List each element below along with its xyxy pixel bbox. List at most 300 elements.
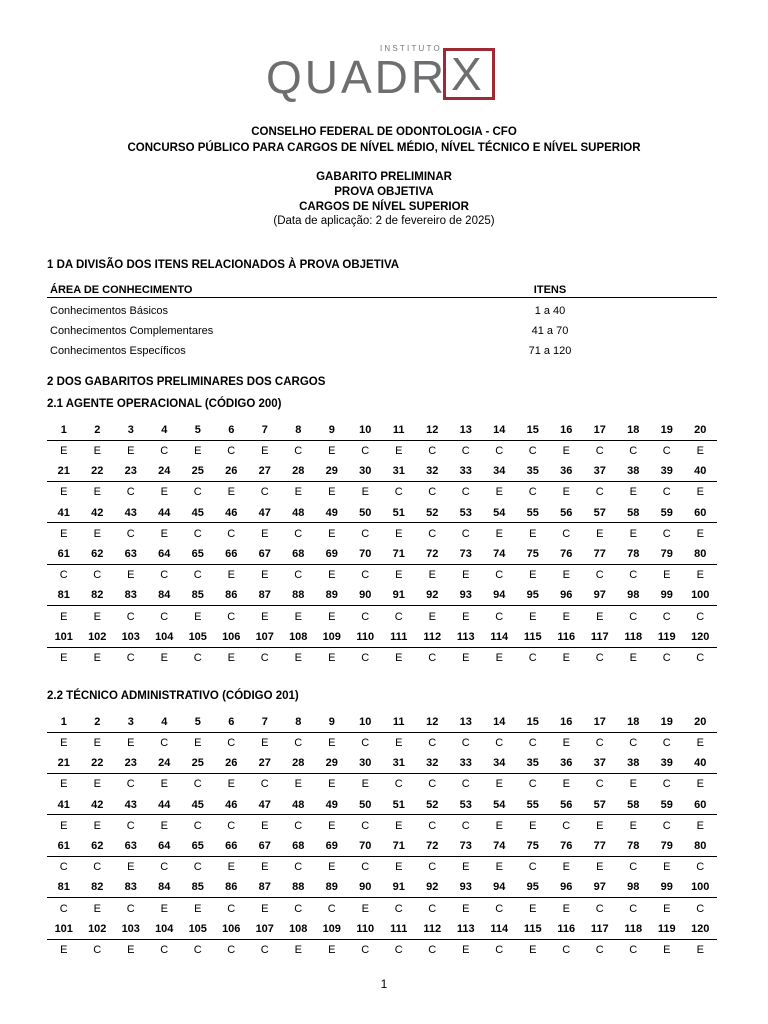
answer-cell: C [595, 902, 604, 915]
answer-cell: C [361, 651, 370, 664]
answer-cell: E [93, 651, 101, 664]
question-number: 26 [225, 757, 238, 770]
question-number: 89 [325, 589, 338, 602]
answer-cell: E [529, 902, 537, 915]
question-number: 49 [325, 506, 338, 519]
question-number: 31 [392, 465, 405, 478]
question-number: 95 [526, 881, 539, 894]
answer-cell: E [328, 778, 336, 791]
question-number: 28 [292, 465, 305, 478]
answer-cell: E [261, 861, 269, 874]
question-number: 67 [258, 547, 271, 560]
answer-cell: E [261, 737, 269, 750]
question-number: 1 [60, 715, 67, 728]
answer-cell: E [696, 569, 704, 582]
question-number: 87 [258, 589, 271, 602]
question-number: 73 [459, 839, 472, 852]
answer-cell: C [528, 445, 537, 458]
answer-cell: E [93, 778, 101, 791]
answer-cell: E [60, 651, 68, 664]
question-number-row [47, 712, 717, 733]
question-number: 69 [325, 547, 338, 560]
cargo-title: 2.1 AGENTE OPERACIONAL (CÓDIGO 200) [47, 398, 282, 410]
question-number: 54 [493, 506, 506, 519]
answer-cell: C [428, 819, 437, 832]
question-number: 1 [60, 423, 67, 436]
question-number: 4 [161, 423, 168, 436]
question-number: 13 [459, 423, 472, 436]
section2-title: 2 DOS GABARITOS PRELIMINARES DOS CARGOS [47, 376, 326, 388]
answer-cell: E [160, 819, 168, 832]
answer-cell: E [562, 778, 570, 791]
answer-cell: C [461, 778, 470, 791]
answer-cell: C [160, 610, 169, 623]
answer-cell: C [227, 610, 236, 623]
answer-cell: C [461, 486, 470, 499]
answer-row [47, 733, 717, 754]
answer-cell: E [60, 819, 68, 832]
answer-cell: E [227, 569, 235, 582]
question-number: 48 [292, 506, 305, 519]
question-number: 72 [426, 839, 439, 852]
answer-cell: E [395, 651, 403, 664]
answer-cell: C [528, 778, 537, 791]
question-number: 62 [91, 839, 104, 852]
logo-x-letter: X [451, 48, 482, 100]
question-number: 46 [225, 506, 238, 519]
question-number: 100 [691, 881, 710, 894]
answer-cell: C [126, 902, 135, 915]
answer-cell: E [462, 902, 470, 915]
table-row [47, 341, 717, 361]
question-number: 51 [392, 798, 405, 811]
quadrix-logo [262, 44, 504, 106]
question-number: 65 [191, 547, 204, 560]
question-number: 119 [657, 922, 676, 935]
area-header: ÁREA DE CONHECIMENTO [50, 284, 193, 296]
answer-cell: E [663, 902, 671, 915]
answer-cell: C [294, 902, 303, 915]
question-number: 55 [526, 798, 539, 811]
question-number: 55 [526, 506, 539, 519]
question-number: 107 [255, 922, 274, 935]
area-items: 41 a 70 [531, 325, 569, 337]
answer-cell: E [495, 778, 503, 791]
answer-cell: C [394, 486, 403, 499]
answer-cell: C [59, 569, 68, 582]
question-number: 99 [660, 881, 673, 894]
question-number: 14 [493, 715, 506, 728]
answer-cell: E [395, 819, 403, 832]
answer-cell: C [160, 569, 169, 582]
area-items: 1 a 40 [534, 305, 566, 317]
answer-cell: C [193, 527, 202, 540]
question-number: 73 [459, 547, 472, 560]
question-number: 61 [57, 547, 70, 560]
question-number: 5 [194, 715, 201, 728]
answer-cell: C [361, 527, 370, 540]
answer-cell: E [227, 651, 235, 664]
question-number: 101 [54, 922, 73, 935]
question-number: 102 [88, 922, 107, 935]
answer-row [47, 898, 717, 919]
question-number: 107 [255, 630, 274, 643]
answer-cell: C [294, 819, 303, 832]
question-number: 52 [426, 506, 439, 519]
answer-cell: E [60, 527, 68, 540]
answer-cell: E [328, 445, 336, 458]
answer-cell: E [596, 610, 604, 623]
answer-cell: E [529, 569, 537, 582]
question-number: 10 [359, 715, 372, 728]
question-number: 38 [627, 757, 640, 770]
answer-cell: C [93, 943, 102, 956]
answer-cell: C [93, 569, 102, 582]
answer-cell: C [227, 737, 236, 750]
question-number: 117 [590, 922, 609, 935]
answer-cell: C [260, 943, 269, 956]
answer-cell: E [562, 902, 570, 915]
question-number: 92 [426, 881, 439, 894]
answer-cell: E [361, 778, 369, 791]
answer-cell: C [93, 861, 102, 874]
question-number: 11 [392, 715, 405, 728]
question-number: 3 [127, 423, 134, 436]
question-number: 77 [593, 547, 606, 560]
answer-cell: E [261, 527, 269, 540]
answer-cell: C [260, 778, 269, 791]
question-number: 7 [261, 423, 268, 436]
answer-cell: E [194, 902, 202, 915]
answer-cell: C [595, 943, 604, 956]
answer-cell: C [662, 651, 671, 664]
answer-cell: C [562, 819, 571, 832]
answer-cell: E [93, 610, 101, 623]
question-number: 106 [222, 922, 241, 935]
question-number: 79 [660, 547, 673, 560]
question-number: 7 [261, 715, 268, 728]
question-number: 81 [57, 589, 70, 602]
question-number: 52 [426, 798, 439, 811]
question-number: 40 [694, 757, 707, 770]
question-number: 66 [225, 839, 238, 852]
answer-row [47, 565, 717, 586]
answer-cell: E [60, 737, 68, 750]
question-number: 41 [57, 506, 70, 519]
answer-cell: E [261, 902, 269, 915]
answer-row [47, 940, 717, 961]
answer-cell: C [696, 861, 705, 874]
answer-cell: C [428, 861, 437, 874]
answer-cell: C [662, 737, 671, 750]
answer-cell: E [629, 527, 637, 540]
answer-cell: C [528, 486, 537, 499]
question-number: 110 [356, 922, 375, 935]
answer-cell: C [461, 737, 470, 750]
answer-cell: E [629, 778, 637, 791]
answer-cell: C [495, 902, 504, 915]
answer-row [47, 606, 717, 627]
answer-cell: E [562, 651, 570, 664]
answer-cell: E [261, 819, 269, 832]
question-number: 85 [191, 881, 204, 894]
question-number: 9 [328, 715, 335, 728]
application-date: (Data de aplicação: 2 de fevereiro de 2025) [273, 215, 495, 227]
question-number: 23 [124, 757, 137, 770]
answer-cell: C [294, 527, 303, 540]
answer-cell: C [126, 651, 135, 664]
answer-cell: E [562, 569, 570, 582]
question-number: 57 [593, 798, 606, 811]
answer-cell: E [361, 902, 369, 915]
question-number: 34 [493, 757, 506, 770]
answer-row [47, 441, 717, 462]
answer-cell: C [394, 902, 403, 915]
question-number: 97 [593, 881, 606, 894]
question-number: 76 [560, 547, 573, 560]
answer-cell: C [59, 902, 68, 915]
question-number: 119 [657, 630, 676, 643]
answer-cell: E [93, 486, 101, 499]
answer-cell: C [126, 486, 135, 499]
answer-cell: C [193, 819, 202, 832]
answer-cell: C [160, 861, 169, 874]
area-table [47, 283, 717, 361]
answer-cell: E [529, 943, 537, 956]
question-number: 37 [593, 465, 606, 478]
answer-cell: E [328, 486, 336, 499]
question-number: 8 [295, 423, 302, 436]
answer-cell: C [696, 651, 705, 664]
answer-cell: E [127, 569, 135, 582]
answer-cell: C [428, 527, 437, 540]
question-number: 116 [557, 922, 576, 935]
answer-cell: E [294, 778, 302, 791]
question-number-row [47, 795, 717, 816]
question-number: 30 [359, 757, 372, 770]
question-number: 43 [124, 798, 137, 811]
question-number: 64 [158, 547, 171, 560]
answer-cell: E [328, 819, 336, 832]
answer-cell: C [528, 737, 537, 750]
question-number: 60 [694, 506, 707, 519]
question-number: 71 [392, 547, 405, 560]
answer-cell: C [528, 651, 537, 664]
question-number: 44 [158, 798, 171, 811]
answer-cell: C [428, 445, 437, 458]
answer-cell: E [562, 737, 570, 750]
question-number: 109 [322, 922, 341, 935]
question-number: 39 [660, 465, 673, 478]
question-number: 110 [356, 630, 375, 643]
answer-cell: E [462, 943, 470, 956]
answer-cell: C [562, 527, 571, 540]
answer-row [47, 482, 717, 503]
answer-cell: C [461, 445, 470, 458]
answer-cell: E [227, 778, 235, 791]
answer-cell: C [126, 819, 135, 832]
answer-cell: C [126, 527, 135, 540]
answer-cell: C [327, 902, 336, 915]
question-number: 71 [392, 839, 405, 852]
question-number: 57 [593, 506, 606, 519]
answer-cell: C [160, 943, 169, 956]
question-number: 104 [155, 630, 174, 643]
answer-cell: E [261, 445, 269, 458]
answer-cell: E [93, 737, 101, 750]
question-number: 113 [456, 630, 475, 643]
area-name: Conhecimentos Básicos [50, 305, 169, 317]
question-number: 31 [392, 757, 405, 770]
question-number: 111 [390, 630, 408, 643]
answer-cell: C [662, 819, 671, 832]
question-number: 20 [694, 423, 707, 436]
question-number: 77 [593, 839, 606, 852]
answer-cell: E [93, 527, 101, 540]
answer-cell: C [361, 943, 370, 956]
answer-cell: C [59, 861, 68, 874]
question-number: 58 [627, 506, 640, 519]
answer-cell: C [361, 861, 370, 874]
question-number: 33 [459, 465, 472, 478]
question-number-row [47, 919, 717, 940]
answer-cell: C [629, 943, 638, 956]
question-number: 91 [392, 589, 405, 602]
question-number-row [47, 586, 717, 607]
answer-cell: E [261, 610, 269, 623]
question-number: 56 [560, 506, 573, 519]
question-number: 70 [359, 839, 372, 852]
question-number: 94 [493, 589, 506, 602]
answer-cell: E [462, 610, 470, 623]
question-number: 80 [694, 839, 707, 852]
question-number: 94 [493, 881, 506, 894]
question-number: 11 [392, 423, 405, 436]
answer-cell: E [194, 445, 202, 458]
question-number: 74 [493, 547, 506, 560]
answer-cell: C [227, 445, 236, 458]
question-number: 96 [560, 881, 573, 894]
question-number: 50 [359, 506, 372, 519]
answer-cell: E [562, 486, 570, 499]
answer-cell: E [696, 737, 704, 750]
answer-cell: C [629, 610, 638, 623]
question-number: 84 [158, 589, 171, 602]
question-number: 103 [121, 922, 140, 935]
question-number: 42 [91, 506, 104, 519]
answer-cell: E [395, 737, 403, 750]
answer-row [47, 815, 717, 836]
question-number: 25 [191, 465, 204, 478]
question-number: 40 [694, 465, 707, 478]
answer-cell: C [193, 943, 202, 956]
question-number: 88 [292, 881, 305, 894]
question-number: 45 [191, 798, 204, 811]
answer-cell: E [127, 943, 135, 956]
question-number: 59 [660, 798, 673, 811]
answer-cell: E [495, 527, 503, 540]
answer-cell: E [562, 861, 570, 874]
answer-cell: C [428, 778, 437, 791]
question-number: 118 [624, 922, 643, 935]
question-number: 90 [359, 881, 372, 894]
question-number: 68 [292, 839, 305, 852]
answer-cell: E [294, 610, 302, 623]
question-number: 36 [560, 465, 573, 478]
question-number: 80 [694, 547, 707, 560]
question-number: 39 [660, 757, 673, 770]
answer-cell: C [394, 778, 403, 791]
question-number: 22 [91, 757, 104, 770]
question-number: 20 [694, 715, 707, 728]
question-number: 18 [627, 423, 640, 436]
answer-cell: E [127, 737, 135, 750]
question-number: 6 [228, 423, 235, 436]
answer-cell: C [126, 778, 135, 791]
question-number: 16 [560, 715, 573, 728]
answer-cell: E [160, 778, 168, 791]
answer-cell: E [93, 819, 101, 832]
question-number: 95 [526, 589, 539, 602]
answer-cell: E [328, 527, 336, 540]
logo-x-box [443, 48, 495, 100]
answer-cell: C [461, 819, 470, 832]
level: CARGOS DE NÍVEL SUPERIOR [299, 201, 469, 213]
answer-cell: E [328, 610, 336, 623]
question-number: 10 [359, 423, 372, 436]
answer-cell: C [361, 737, 370, 750]
answer-cell: C [629, 569, 638, 582]
answer-cell: E [328, 569, 336, 582]
question-number: 108 [289, 922, 308, 935]
answer-cell: C [294, 569, 303, 582]
answer-cell: C [662, 610, 671, 623]
answer-cell: C [361, 819, 370, 832]
question-number: 89 [325, 881, 338, 894]
question-number: 43 [124, 506, 137, 519]
answer-cell: C [662, 778, 671, 791]
question-number: 50 [359, 798, 372, 811]
question-number: 17 [593, 715, 606, 728]
answer-cell: C [428, 651, 437, 664]
question-number: 83 [124, 881, 137, 894]
area-name: Conhecimentos Específicos [50, 345, 186, 357]
answer-cell: C [260, 651, 269, 664]
answer-cell: C [227, 902, 236, 915]
answer-cell: E [395, 569, 403, 582]
question-number: 113 [456, 922, 475, 935]
answer-cell: C [595, 569, 604, 582]
answer-cell: E [194, 737, 202, 750]
answer-cell: E [495, 651, 503, 664]
question-number: 56 [560, 798, 573, 811]
answer-cell: E [495, 819, 503, 832]
question-number: 29 [325, 757, 338, 770]
question-number: 118 [624, 630, 643, 643]
question-number: 49 [325, 798, 338, 811]
answer-cell: E [629, 486, 637, 499]
question-number: 68 [292, 547, 305, 560]
answer-row [47, 857, 717, 878]
logo-small-text: INSTITUTO [380, 44, 442, 53]
question-number: 2 [94, 423, 101, 436]
question-number: 32 [426, 465, 439, 478]
question-number-row [47, 753, 717, 774]
answer-cell: E [395, 861, 403, 874]
question-number: 90 [359, 589, 372, 602]
question-number: 115 [523, 630, 542, 643]
answer-cell: C [294, 737, 303, 750]
